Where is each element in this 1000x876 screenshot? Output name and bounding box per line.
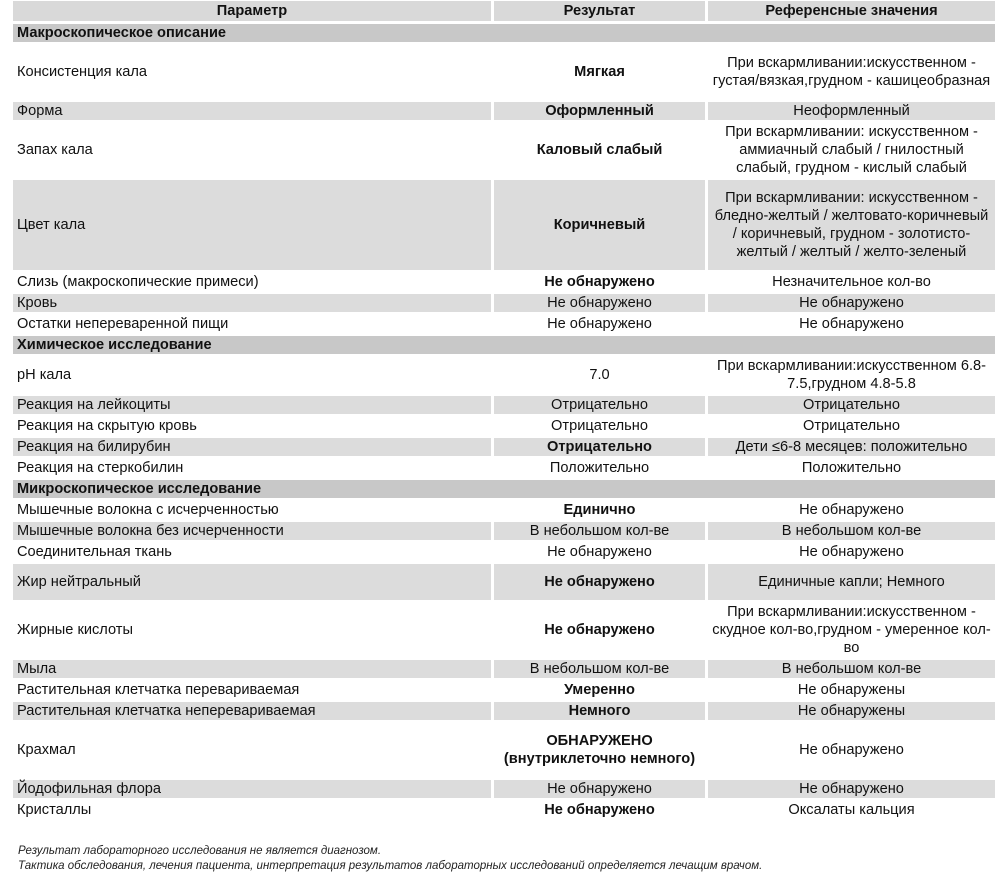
header-param: Параметр [13, 1, 491, 21]
reference-cell: Не обнаружены [705, 681, 995, 699]
param-cell: Запах кала [17, 142, 93, 158]
param-cell: Слизь (макроскопические примеси) [17, 274, 259, 290]
table-row [13, 660, 995, 678]
param-cell: Жирные кислоты [17, 622, 133, 638]
result-cell: ОБНАРУЖЕНО (внутриклеточно немного) [491, 723, 705, 777]
table-row [13, 294, 995, 312]
param-cell: Кристаллы [17, 802, 92, 818]
table-row [13, 45, 995, 99]
reference-cell: Не обнаружено [705, 294, 995, 312]
result-cell: Немного [491, 702, 705, 720]
reference-cell: При вскармливании: искусственном - бледно-желтый / желтовато-коричневый / коричневый, грудном - золотисто-желтый / желтый / желто-зеленый [705, 180, 995, 270]
section-header-row [13, 480, 995, 498]
result-cell: Отрицательно [491, 396, 705, 414]
reference-cell: Дети ≤6-8 месяцев: положительно [705, 438, 995, 456]
reference-cell: Отрицательно [705, 417, 995, 435]
result-cell: Не обнаружено [491, 294, 705, 312]
reference-cell: Неоформленный [705, 102, 995, 120]
table-row [13, 357, 995, 393]
reference-cell: Не обнаружены [705, 702, 995, 720]
table-row [13, 681, 995, 699]
reference-cell: Оксалаты кальция [705, 801, 995, 819]
param-cell: Жир нейтральный [13, 564, 491, 600]
param-cell: Мышечные волокна с исчерченностью [17, 502, 279, 518]
reference-cell: Отрицательно [705, 396, 995, 414]
result-cell: Не обнаружено [491, 273, 705, 291]
table-row [13, 315, 995, 333]
param-cell: Растительная клетчатка перевариваемая [17, 682, 300, 698]
result-cell: Не обнаружено [491, 801, 705, 819]
result-cell: Отрицательно [491, 417, 705, 435]
table-row [13, 564, 995, 600]
reference-cell: Единичные капли; Немного [705, 564, 995, 600]
param-cell: Консистенция кала [17, 64, 148, 80]
table-row [13, 102, 995, 120]
result-cell: Отрицательно [491, 438, 705, 456]
result-cell: 7.0 [491, 357, 705, 393]
param-cell: Мышечные волокна без исчерченности [13, 522, 491, 540]
param-cell: Растительная клетчатка неперевариваемая [13, 702, 491, 720]
table-row [13, 723, 995, 777]
reference-cell: Незначительное кол-во [705, 273, 995, 291]
param-cell: Форма [13, 102, 491, 120]
reference-cell: При вскармливании:искусственном 6.8-7.5,грудном 4.8-5.8 [705, 357, 995, 393]
reference-cell: Не обнаружено [705, 315, 995, 333]
result-cell: Каловый слабый [491, 123, 705, 177]
table-row [13, 438, 995, 456]
param-cell: Реакция на скрытую кровь [17, 418, 197, 434]
result-cell: Коричневый [491, 180, 705, 270]
result-cell: Единично [491, 501, 705, 519]
lab-results-report [13, 1, 995, 822]
section-title: Химическое исследование [13, 336, 995, 354]
result-cell: Не обнаружено [491, 780, 705, 798]
param-cell: Реакция на лейкоциты [13, 396, 491, 414]
reference-cell: В небольшом кол-ве [705, 522, 995, 540]
table-row [13, 459, 995, 477]
section-header-row [13, 336, 995, 354]
table-row [13, 780, 995, 798]
reference-cell: Не обнаружено [705, 723, 995, 777]
header-reference: Референсные значения [705, 1, 995, 21]
table-row [13, 396, 995, 414]
table-body [13, 24, 995, 819]
param-cell: Йодофильная флора [13, 780, 491, 798]
table-row [13, 273, 995, 291]
result-cell: Умеренно [491, 681, 705, 699]
param-cell: Реакция на билирубин [13, 438, 491, 456]
param-cell: Соединительная ткань [17, 544, 172, 560]
reference-cell: Положительно [705, 459, 995, 477]
table-row [13, 180, 995, 270]
result-cell: В небольшом кол-ве [491, 660, 705, 678]
report-footer [18, 844, 988, 874]
reference-cell: В небольшом кол-ве [705, 660, 995, 678]
results-table [13, 0, 995, 822]
param-cell: Крахмал [17, 742, 76, 758]
param-cell: pH кала [17, 367, 72, 383]
footer-disclaimer: Результат лабораторного исследования не является диагнозом. [18, 845, 382, 857]
reference-cell: Не обнаружено [705, 543, 995, 561]
reference-cell: Не обнаружено [705, 780, 995, 798]
result-cell: В небольшом кол-ве [491, 522, 705, 540]
reference-cell: При вскармливании:искусственном - густая/вязкая,грудном - кашицеобразная [705, 45, 995, 99]
result-cell: Не обнаружено [491, 603, 705, 657]
table-row [13, 417, 995, 435]
param-cell: Остатки непереваренной пищи [17, 316, 229, 332]
table-header-row [13, 1, 995, 21]
section-title: Микроскопическое исследование [13, 480, 995, 498]
result-cell: Положительно [491, 459, 705, 477]
result-cell: Оформленный [491, 102, 705, 120]
footer-note: Тактика обследования, лечения пациента, интерпретация результатов лабораторных исследований определяется лечащим врачом. [18, 860, 763, 872]
section-header-row [13, 24, 995, 42]
table-row [13, 603, 995, 657]
result-cell: Не обнаружено [491, 543, 705, 561]
table-row [13, 702, 995, 720]
header-result: Результат [491, 1, 705, 21]
section-title: Макроскопическое описание [13, 24, 995, 42]
result-cell: Мягкая [491, 45, 705, 99]
param-cell: Мыла [13, 660, 491, 678]
reference-cell: Не обнаружено [705, 501, 995, 519]
param-cell: Цвет кала [13, 180, 491, 270]
table-row [13, 501, 995, 519]
table-row [13, 543, 995, 561]
reference-cell: При вскармливании:искусственном - скудное кол-во,грудном - умеренное кол-во [705, 603, 995, 657]
table-row [13, 522, 995, 540]
result-cell: Не обнаружено [491, 315, 705, 333]
param-cell: Реакция на стеркобилин [17, 460, 184, 476]
result-cell: Не обнаружено [491, 564, 705, 600]
table-row [13, 123, 995, 177]
reference-cell: При вскармливании: искусственном - аммиачный слабый / гнилостный слабый, грудном - кислый слабый [705, 123, 995, 177]
param-cell: Кровь [13, 294, 491, 312]
table-row [13, 801, 995, 819]
